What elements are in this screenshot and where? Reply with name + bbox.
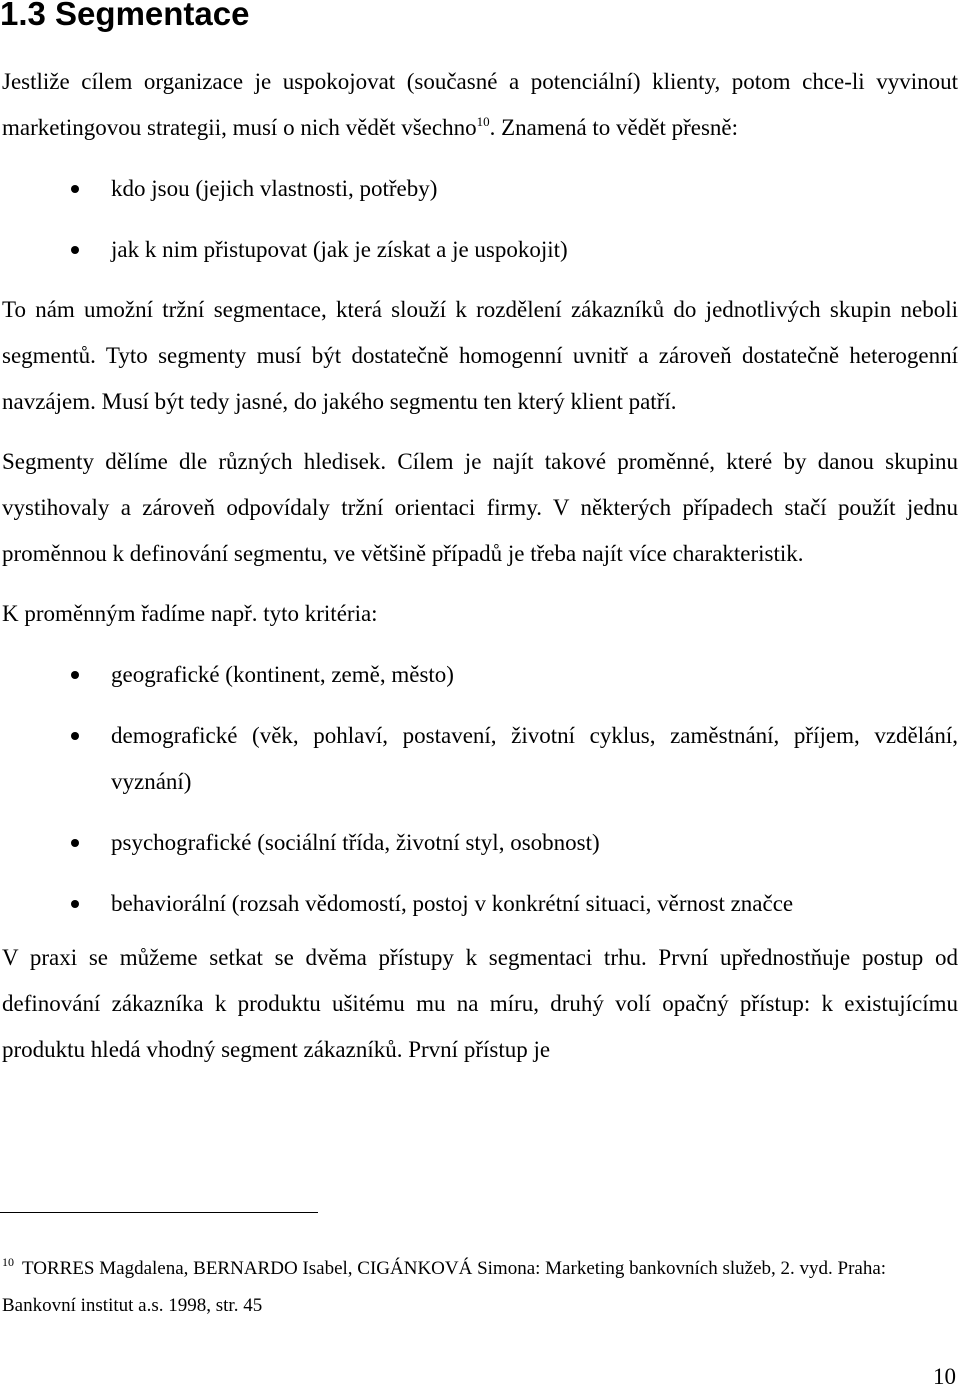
list-item: psychografické (sociální třída, životní styl, osobnost) [2,820,958,866]
footnote [2,1250,942,1324]
criteria-list [2,652,958,927]
footnote-reference[interactable]: 10 [476,114,490,129]
list-item: jak k nim přistupovat (jak je získat a je uspokojit) [2,227,958,273]
intro-text-end: . Znamená to vědět přesně: [489,115,739,140]
variables-paragraph: K proměnným řadíme např. tyto kritéria: [2,601,378,626]
footnote-number: 10 [2,1255,14,1269]
page-number: 10 [933,1364,956,1389]
body-text [2,59,958,1073]
section-heading: 1.3 Segmentace [0,0,250,32]
segmentation-paragraph: To nám umožní tržní segmentace, která slouží k rozdělení zákazníků do jednotlivých skupin neboli segmentů. Tyto segmenty musí být dostatečně homogenní uvnitř a zároveň dostatečně heterogenní navzájem. Musí být tedy jasné, do jakého segmentu ten který klient patří. [2,297,958,414]
footnote-separator [0,1212,318,1213]
intro-text: Jestliže cílem organizace je uspokojovat (současné a potenciální) klienty, potom chce-li vyvinout marketingovou strategii, musí o nich vědět všechno [2,69,958,140]
footnote-text: TORRES Magdalena, BERNARDO Isabel, CIGÁNKOVÁ Simona: Marketing bankovních služeb, 2. vyd. Praha: Bankovní institut a.s. 1998, str. 45 [2,1258,887,1316]
list-item: kdo jsou (jejich vlastnosti, potřeby) [2,166,958,212]
customer-questions-list [2,166,958,273]
list-item: behaviorální (rozsah vědomostí, postoj v konkrétní situaci, věrnost značce [2,881,958,927]
approaches-paragraph: V praxi se můžeme setkat se dvěma přístupy k segmentaci trhu. První upřednostňuje postup od definování zákazníka k produktu ušitému mu na míru, druhý volí opačný přístup: k existujícímu produktu hledá vhodný segment zákazníků. První přístup je [2,945,958,1062]
list-item: demografické (věk, pohlaví, postavení, životní cyklus, zaměstnání, příjem, vzdělání, vyznání) [2,713,958,805]
intro-paragraph [2,59,958,151]
criteria-paragraph: Segmenty dělíme dle různých hledisek. Cílem je najít takové proměnné, které by danou skupinu vystihovaly a zároveň odpovídaly tržní orientaci firmy. V některých případech stačí použít jednu proměnnou k definování segmentu, ve většině případů je třeba najít více charakteristik. [2,449,958,566]
list-item: geografické (kontinent, země, město) [2,652,958,698]
